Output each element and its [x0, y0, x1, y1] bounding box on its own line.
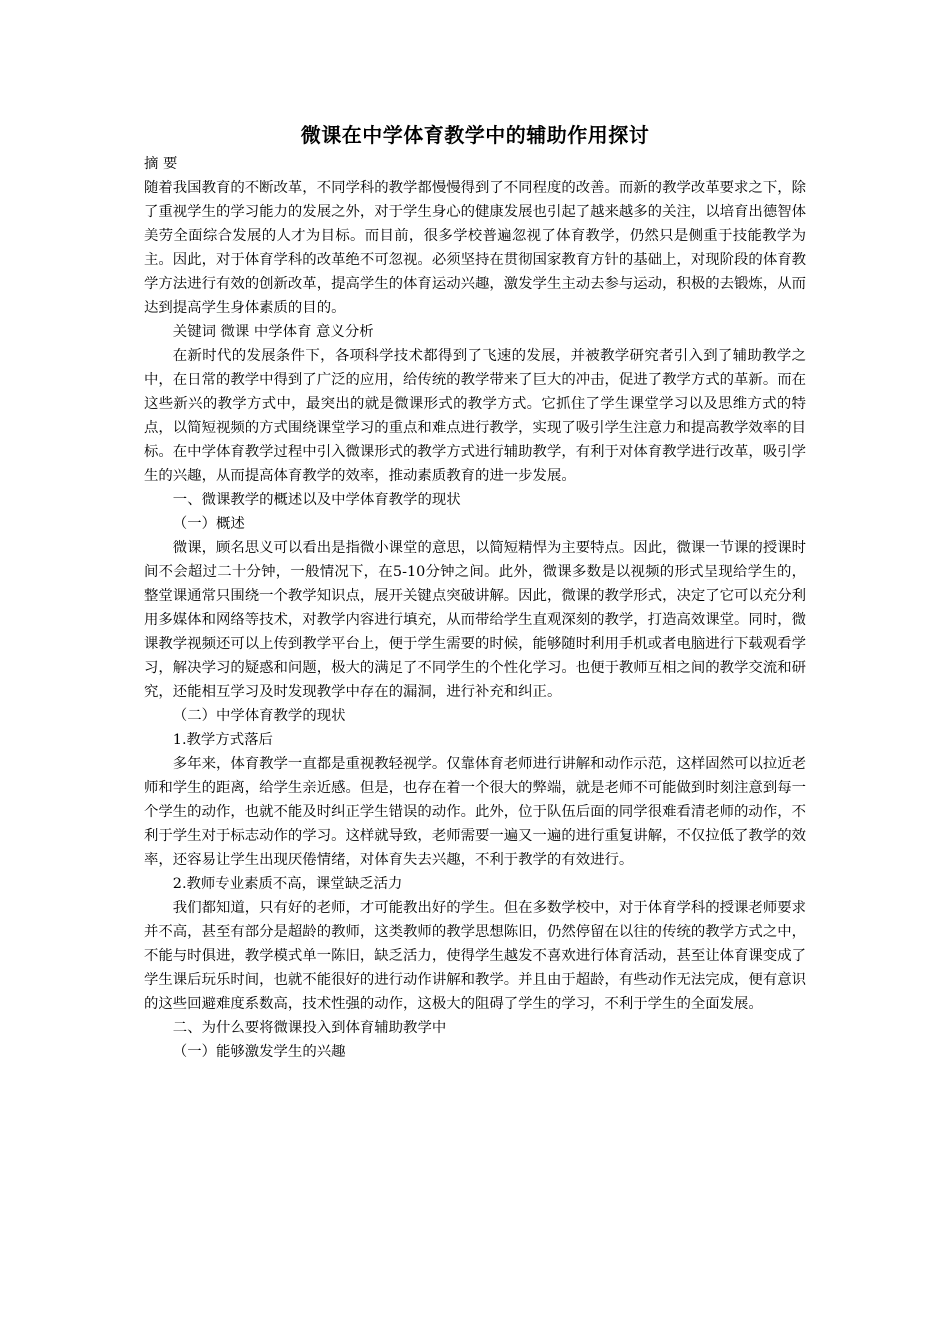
- abstract-paragraph: 随着我国教育的不断改革，不同学科的教学都慢慢得到了不同程度的改善。而新的教学改革要求之下，除了重视学生的学习能力的发展之外，对于学生身心的健康发展也引起了越来越多的关注，以培育出德智体美劳全面综合发展的人才为目标。而目前，很多学校普遍忽视了体育教学，仍然只是侧重于技能教学为主。因此，对于体育学科的改革绝不可忽视。必须坚持在贯彻国家教育方针的基础上，对现阶段的体育教学方法进行有效的创新改革，提高学生的体育运动兴趣，激发学生主动去参与运动，积极的去锻炼，从而达到提高学生身体素质的目的。: [144, 180, 806, 316]
- document-title: 微课在中学体育教学中的辅助作用探讨: [300, 123, 650, 147]
- point-2-paragraph: 我们都知道，只有好的老师，才可能教出好的学生。但在多数学校中，对于体育学科的授课老师要求并不高，甚至有部分是超龄的教师，这类教师的教学思想陈旧，仍然停留在以往的传统的教学方式之中，不能与时俱进，教学模式单一陈旧，缺乏活力，使得学生越发不喜欢进行体育活动，甚至让体育课变成了学生课后玩乐时间，也就不能很好的进行动作讲解和教学。并且由于超龄，有些动作无法完成，便有意识的这些回避难度系数高，技术性强的动作，这极大的阻碍了学生的学习，不利于学生的全面发展。: [144, 900, 806, 1012]
- keywords-line: 关键词 微课 中学体育 意义分析: [172, 324, 374, 340]
- abstract-label: 摘 要: [144, 156, 178, 172]
- section-1-heading: 一、微课教学的概述以及中学体育教学的现状: [172, 492, 461, 508]
- point-2-heading: 2.教师专业素质不高，课堂缺乏活力: [172, 876, 403, 892]
- subsection-1-1-paragraph: 微课，顾名思义可以看出是指微小课堂的意思，以简短精悍为主要特点。因此，微课一节课的授课时间不会超过二十分钟，一般情况下，在5-10分钟之间。此外，微课多数是以视频的形式呈现给学生的，整堂课通常只围绕一个教学知识点，展开关键点突破讲解。因此，微课的教学形式，决定了它可以充分利用多媒体和网络等技术，对教学内容进行填充，从而带给学生直观深刻的教学，打造高效课堂。同时，微课教学视频还可以上传到教学平台上，便于学生需要的时候，能够随时利用手机或者电脑进行下载观看学习，解决学习的疑惑和问题，极大的满足了不同学生的个性化学习。也便于教师互相之间的教学交流和研究，还能相互学习及时发现教学中存在的漏洞，进行补充和纠正。: [144, 540, 806, 700]
- subsection-1-1-heading: （一）概述: [172, 516, 245, 532]
- subsection-1-2-heading: （二）中学体育教学的现状: [172, 708, 346, 724]
- point-1-paragraph: 多年来，体育教学一直都是重视教轻视学。仅靠体育老师进行讲解和动作示范，这样固然可以拉近老师和学生的距离，给学生亲近感。但是，也存在着一个很大的弊端，就是老师不可能做到时刻注意到每一个学生的动作，也就不能及时纠正学生错误的动作。此外，位于队伍后面的同学很难看清老师的动作，不利于学生对于标志动作的学习。这样就导致，老师需要一遍又一遍的进行重复讲解，不仅拉低了教学的效率，还容易让学生出现厌倦情绪，对体育失去兴趣，不利于教学的有效进行。: [144, 756, 806, 868]
- intro-paragraph: 在新时代的发展条件下，各项科学技术都得到了飞速的发展，并被教学研究者引入到了辅助教学之中，在日常的教学中得到了广泛的应用，给传统的教学带来了巨大的冲击，促进了教学方式的革新。而在这些新兴的教学方式中，最突出的就是微课形式的教学方式。它抓住了学生课堂学习以及思维方式的特点，以简短视频的方式围绕课堂学习的重点和难点进行教学，实现了吸引学生注意力和提高教学效率的目标。在中学体育教学过程中引入微课形式的教学方式进行辅助教学，有利于对体育教学进行改革，吸引学生的兴趣，从而提高体育教学的效率，推动素质教育的进一步发展。: [144, 348, 806, 484]
- subsection-2-1-heading: （一）能够激发学生的兴趣: [172, 1044, 346, 1060]
- point-1-heading: 1.教学方式落后: [172, 732, 273, 748]
- section-2-heading: 二、为什么要将微课投入到体育辅助教学中: [172, 1020, 447, 1036]
